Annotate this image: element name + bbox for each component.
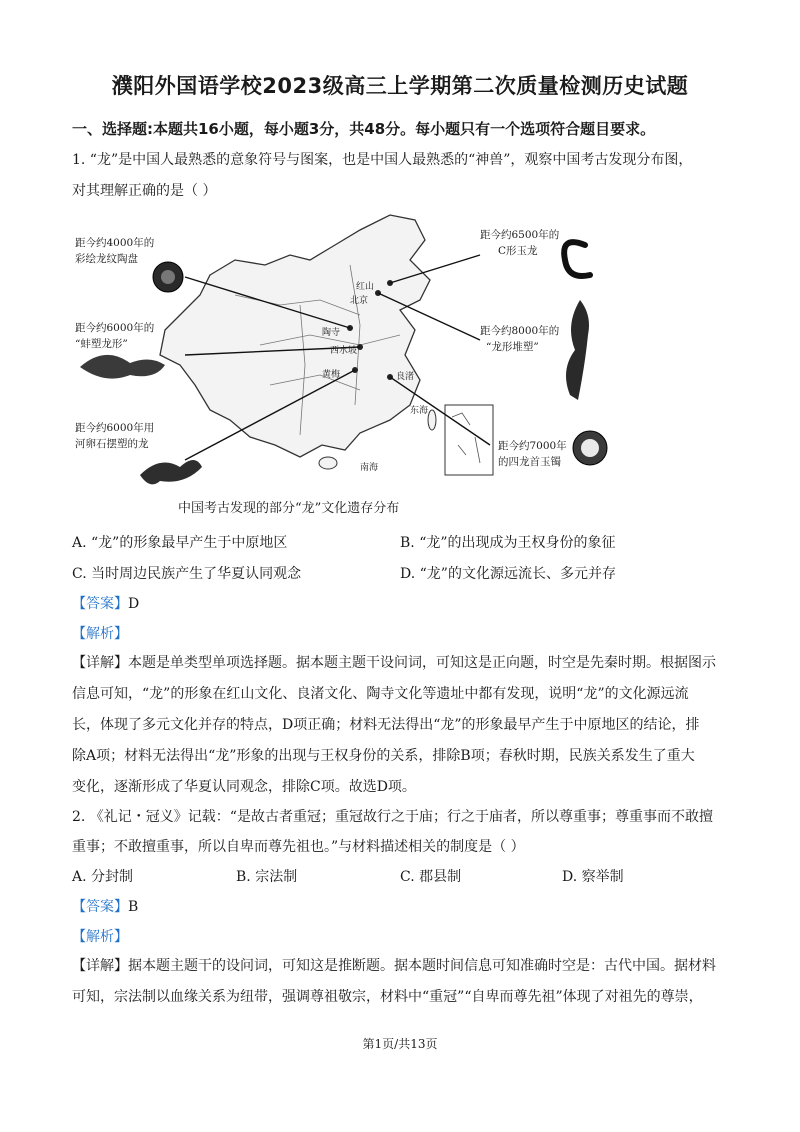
detail-tag: 【详解】 [72, 958, 128, 974]
q1-option-c: C. 当时周边民族产生了华夏认同观念 [72, 566, 302, 582]
q2-detail-line1: 【详解】据本题主题干的设问词，可知这是推断题。据本题时间信息可知准确时空是：古代中国。据材料 [72, 958, 716, 974]
clamshell-dragon-image [80, 355, 165, 379]
q1-option-b: B. “龙”的出现成为王权身份的象征 [400, 535, 616, 551]
page-footer: 第1页/共13页 [362, 1037, 438, 1051]
dragon-mound-image [566, 300, 589, 400]
q1-detail-line5: 变化，逐渐形成了华夏认同观念，排除C项。故选D项。 [72, 779, 416, 795]
q2-stem-line1: 2. 《礼记・冠义》记载：“是故古者重冠；重冠故行之于庙；行之于庙者，所以尊重事；尊重事而不敢擅 [72, 809, 713, 825]
answer-tag: 【答案】 [72, 596, 128, 612]
answer-value: B [128, 899, 139, 915]
china-outline [160, 215, 430, 457]
label-painted-plate: 距今约4000年的 彩绘龙纹陶盘 [75, 237, 155, 265]
q2-answer [72, 896, 138, 916]
label-c-jade-dragon: 距今约6500年的 C形玉龙 [480, 229, 560, 257]
q1-option-a: A. “龙”的形象最早产生于中原地区 [72, 535, 288, 551]
q2-stem-line2: 重事；不敢擅重事，所以自卑而尊先祖也。”与材料描述相关的制度是（ ） [72, 839, 525, 855]
south-sea-inset [445, 405, 493, 475]
place-taosi: 陶寺 [322, 328, 341, 338]
label-clamshell-dragon: 距今约6000年的 “蚌塑龙形” [75, 322, 155, 350]
place-south-sea: 南海 [360, 463, 379, 473]
q2-detail-line2: 可知，宗法制以血缘关系为纽带，强调尊祖敬宗，材料中“重冠”“自卑而尊先祖”体现了对祖先的尊崇， [72, 989, 703, 1005]
q1-answer [72, 593, 139, 613]
pebble-dragon-image [140, 460, 202, 484]
place-hongshan: 红山 [356, 282, 375, 292]
label-pebble-dragon: 距今约6000年用 河卵石摆塑的龙 [75, 422, 155, 450]
place-east-sea: 东海 [410, 406, 429, 416]
page-title: 濮阳外国语学校2023级高三上学期第二次质量检测历史试题 [111, 74, 689, 98]
q2-option-b: B. 宗法制 [236, 869, 298, 885]
dragon-map-figure [60, 205, 620, 495]
q1-detail-line2: 信息可知，“龙”的形象在红山文化、良渚文化、陶寺文化等遗址中都有发现，说明“龙”的文化源远流 [72, 686, 689, 702]
place-xishuipo: 西水坡 [330, 346, 358, 356]
q1-option-d: D. “龙”的文化源远流长、多元并存 [400, 566, 616, 582]
detail-tag: 【详解】 [72, 655, 128, 671]
place-liangzhu: 良渚 [396, 372, 415, 382]
q2-analysis-tag: 【解析】 [72, 929, 128, 945]
answer-tag: 【答案】 [72, 899, 128, 915]
section-heading: 一、选择题:本题共16小题，每小题3分，共48分。每小题只有一个选项符合题目要求。 [72, 120, 656, 138]
q1-detail-line4: 除A项；材料无法得出“龙”形象的出现与王权身份的关系，排除B项；春秋时期，民族关系发生了重大 [72, 748, 695, 764]
q1-analysis-tag: 【解析】 [72, 626, 128, 642]
q2-option-c: C. 郡县制 [400, 869, 462, 885]
c-shape-jade-dragon-image [564, 242, 590, 276]
label-four-dragon-bracelet: 距今约7000年 的四龙首玉镯 [498, 440, 567, 468]
place-huangmei: 黄梅 [322, 370, 341, 380]
place-beijing: 北京 [350, 296, 369, 306]
answer-value: D [128, 596, 140, 612]
q1-stem-line2: 对其理解正确的是（ ） [72, 183, 217, 199]
q1-detail-line3: 长，体现了多元文化并存的特点，D项正确；材料无法得出“龙”的形象最早产生于中原地区的结论，排 [72, 717, 700, 733]
q2-option-d: D. 察举制 [562, 869, 624, 885]
q1-detail-line1: 【详解】本题是单类型单项选择题。据本题主题干设问词，可知这是正向题，时空是先秦时期。根据图示 [72, 655, 716, 671]
q1-stem-line1: 1. “龙”是中国人最熟悉的意象符号与图案，也是中国人最熟悉的“神兽”，观察中国考古发现分布图， [72, 152, 693, 168]
q2-option-a: A. 分封制 [72, 869, 134, 885]
label-dragon-mound: 距今约8000年的 “龙形堆塑” [480, 325, 560, 353]
map-caption: 中国考古发现的部分“龙”文化遗存分布 [178, 501, 400, 516]
